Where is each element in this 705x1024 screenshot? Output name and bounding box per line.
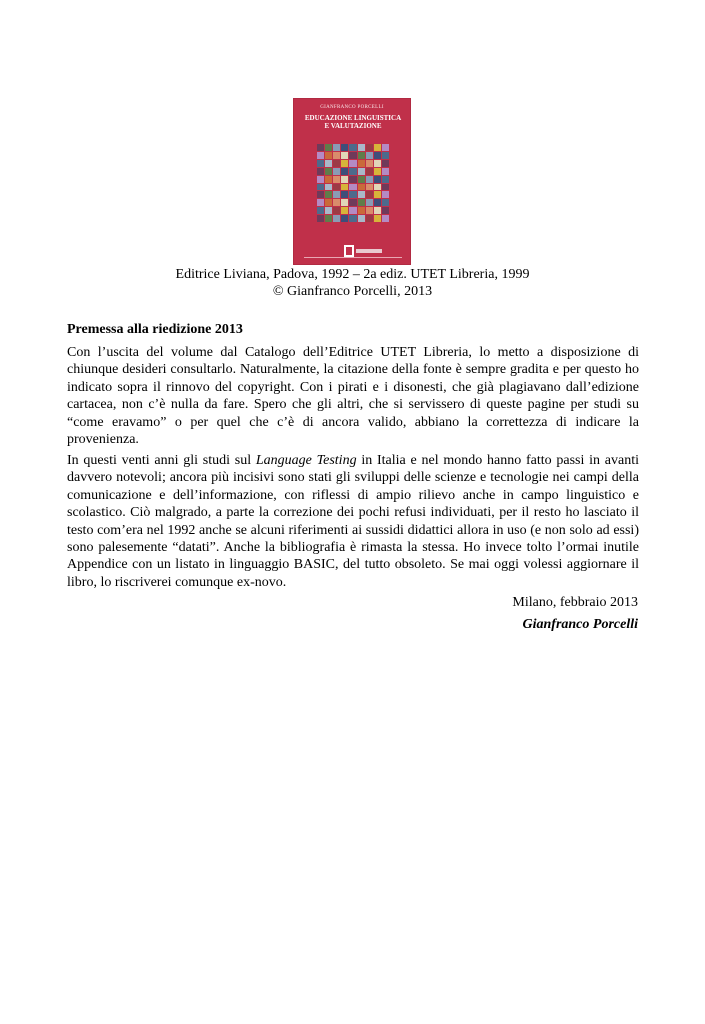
- cover-mosaic-artwork: [317, 144, 389, 222]
- mosaic-tile: [325, 152, 332, 159]
- mosaic-tile: [382, 160, 389, 167]
- mosaic-tile: [341, 191, 348, 198]
- cover-title-line1: EDUCAZIONE LINGUISTICA: [304, 114, 402, 122]
- mosaic-tile: [358, 184, 365, 191]
- publication-credit: Editrice Liviana, Padova, 1992 – 2a ediz. UTET Libreria, 1999: [175, 267, 530, 282]
- paragraph-2: [67, 452, 639, 591]
- mosaic-tile: [317, 144, 324, 151]
- cover-author: GIANFRANCO PORCELLI: [320, 105, 384, 110]
- mosaic-tile: [333, 168, 340, 175]
- mosaic-tile: [333, 144, 340, 151]
- book-cover-image: [293, 98, 411, 265]
- place-date: Milano, febbraio 2013: [512, 595, 638, 610]
- mosaic-tile: [317, 184, 324, 191]
- mosaic-tile: [325, 168, 332, 175]
- mosaic-tile: [333, 184, 340, 191]
- mosaic-tile: [341, 160, 348, 167]
- paragraph-2-rest: in Italia e nel mondo hanno fatto passi in avanti davvero notevoli; ancora più incisivi sono stati gli sviluppi delle scienze e tecnologie nei campi della comunicazione e dell’informazione, con riflessi di ampio rilievo anche in campo linguistico e scolastico. Ciò malgrado, a parte la correzione dei pochi refusi individuati, per il resto ho lasciato il testo com’era nel 1992 anche se alcuni riferimenti ai sussidi didattici allora in uso (e non solo ad essi) sono palesemente “datati”. Anche la bibliografia è rimasta la stessa. Ho invece tolto l’ormai inutile Appendice con un listato in linguaggio BASIC, del tutto obsoleto. Se mai oggi volessi aggiornare il libro, lo riscriverei comunque ex-novo.: [67, 453, 639, 590]
- mosaic-tile: [374, 144, 381, 151]
- mosaic-tile: [341, 215, 348, 222]
- section-title: Premessa alla riedizione 2013: [67, 322, 243, 337]
- mosaic-tile: [374, 152, 381, 159]
- mosaic-tile: [341, 176, 348, 183]
- mosaic-tile: [317, 215, 324, 222]
- mosaic-tile: [317, 207, 324, 214]
- mosaic-tile: [374, 160, 381, 167]
- mosaic-tile: [358, 144, 365, 151]
- mosaic-tile: [349, 168, 356, 175]
- mosaic-tile: [349, 191, 356, 198]
- mosaic-tile: [349, 215, 356, 222]
- mosaic-tile: [333, 215, 340, 222]
- mosaic-tile: [341, 184, 348, 191]
- mosaic-tile: [382, 207, 389, 214]
- mosaic-tile: [333, 152, 340, 159]
- mosaic-tile: [358, 215, 365, 222]
- mosaic-tile: [349, 176, 356, 183]
- mosaic-tile: [349, 199, 356, 206]
- mosaic-tile: [349, 184, 356, 191]
- mosaic-tile: [317, 199, 324, 206]
- mosaic-tile: [349, 144, 356, 151]
- mosaic-tile: [325, 207, 332, 214]
- author-signature: Gianfranco Porcelli: [522, 617, 638, 632]
- mosaic-tile: [382, 152, 389, 159]
- mosaic-tile: [333, 207, 340, 214]
- cover-rule: [304, 257, 402, 258]
- mosaic-tile: [366, 207, 373, 214]
- mosaic-tile: [325, 176, 332, 183]
- publisher-logo-icon: [344, 245, 354, 257]
- mosaic-tile: [366, 184, 373, 191]
- cover-title-line2: E VALUTAZIONE: [324, 122, 382, 130]
- mosaic-tile: [374, 215, 381, 222]
- mosaic-tile: [358, 176, 365, 183]
- mosaic-tile: [366, 168, 373, 175]
- mosaic-tile: [333, 191, 340, 198]
- mosaic-tile: [325, 191, 332, 198]
- mosaic-tile: [341, 168, 348, 175]
- mosaic-tile: [358, 168, 365, 175]
- mosaic-tile: [341, 199, 348, 206]
- mosaic-tile: [374, 176, 381, 183]
- mosaic-tile: [374, 184, 381, 191]
- mosaic-tile: [349, 160, 356, 167]
- mosaic-tile: [374, 191, 381, 198]
- mosaic-tile: [325, 184, 332, 191]
- mosaic-tile: [382, 184, 389, 191]
- mosaic-tile: [349, 152, 356, 159]
- mosaic-tile: [317, 191, 324, 198]
- mosaic-tile: [366, 152, 373, 159]
- cover-series-label: [356, 249, 382, 253]
- mosaic-tile: [366, 144, 373, 151]
- mosaic-tile: [341, 207, 348, 214]
- mosaic-tile: [366, 199, 373, 206]
- mosaic-tile: [358, 152, 365, 159]
- mosaic-tile: [317, 168, 324, 175]
- mosaic-tile: [382, 144, 389, 151]
- mosaic-tile: [358, 199, 365, 206]
- paragraph-1: Con l’uscita del volume dal Catalogo dell’Editrice UTET Libreria, lo metto a disposizione di chiunque desideri consultarlo. Naturalmente, la citazione della fonte è sempre gradita e per questo ho indicato sopra il rinnovo del copyright. Con i pirati e i disonesti, che già plagiavano dall’edizione cartacea, non c’è nulla da fare. Spero che gli altri, che si servissero di queste pagine per studi su “come eravamo” o per quel che c’è di ancora valido, abbiano la correttezza di indicare la provenienza.: [67, 345, 639, 448]
- mosaic-tile: [358, 207, 365, 214]
- mosaic-tile: [341, 144, 348, 151]
- mosaic-tile: [325, 215, 332, 222]
- mosaic-tile: [325, 144, 332, 151]
- copyright-line: © Gianfranco Porcelli, 2013: [272, 284, 433, 299]
- mosaic-tile: [382, 191, 389, 198]
- mosaic-tile: [333, 160, 340, 167]
- mosaic-tile: [333, 199, 340, 206]
- mosaic-tile: [366, 160, 373, 167]
- paragraph-2-start: In questi venti anni gli studi sul: [67, 453, 256, 468]
- mosaic-tile: [317, 176, 324, 183]
- mosaic-tile: [374, 207, 381, 214]
- mosaic-tile: [341, 152, 348, 159]
- mosaic-tile: [366, 191, 373, 198]
- cover-title: [300, 114, 406, 130]
- mosaic-tile: [366, 215, 373, 222]
- mosaic-tile: [374, 199, 381, 206]
- mosaic-tile: [317, 152, 324, 159]
- mosaic-tile: [374, 168, 381, 175]
- mosaic-tile: [382, 199, 389, 206]
- mosaic-tile: [382, 168, 389, 175]
- language-testing-term: Language Testing: [255, 453, 357, 468]
- mosaic-tile: [358, 191, 365, 198]
- mosaic-tile: [317, 160, 324, 167]
- mosaic-tile: [382, 176, 389, 183]
- mosaic-tile: [333, 176, 340, 183]
- mosaic-tile: [358, 160, 365, 167]
- mosaic-tile: [325, 160, 332, 167]
- mosaic-tile: [366, 176, 373, 183]
- mosaic-tile: [349, 207, 356, 214]
- mosaic-tile: [382, 215, 389, 222]
- mosaic-tile: [325, 199, 332, 206]
